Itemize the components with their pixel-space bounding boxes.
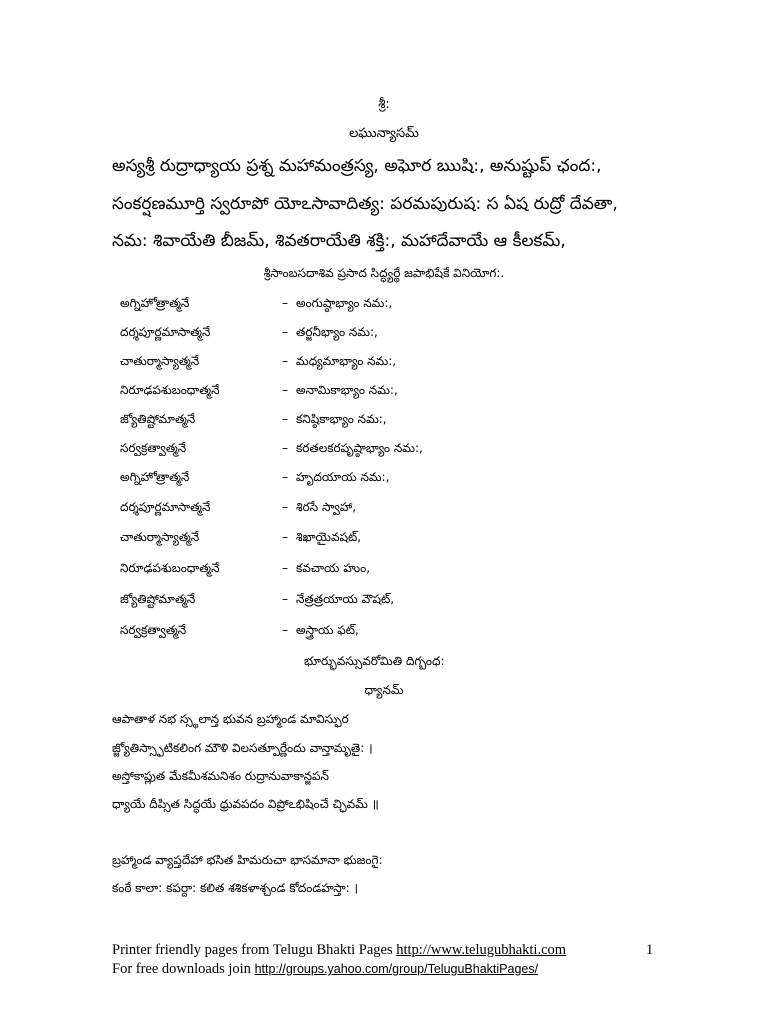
nyasa-left: అగ్నిహోత్రాత్మనే [120,470,190,484]
nyasa-left: సర్వక్రత్వాత్మనే [120,441,187,455]
telugubhakti-link[interactable]: http://www.telugubhakti.com [396,942,567,958]
nyasa-left: జ్యోతిష్టోమాత్మనే [120,592,196,606]
nyasa-right: కనిష్ఠికాభ్యాం నమ:, [296,412,387,426]
nyasa-dash: – [282,530,288,544]
nyasa-dash: – [282,470,288,484]
verse2-line-1: బ్రహ్మాండ వ్యాప్తదేహా భసిత హిమరుచా భాసమానా భుజంగై: [112,853,383,867]
nyasa-dash: – [282,383,288,397]
nyasa-dash: – [282,561,288,575]
nyasa-left: చాతుర్మాస్యాత్మనే [120,530,200,544]
nyasa-left: దర్శపూర్ణమాసాత్మనే [120,325,211,339]
nyasa-right: మధ్యమాభ్యాం నమ:, [296,354,397,368]
viniyoga-line: శ్రీసాంబసదాశివ ప్రసాద సిద్ధ్యర్థే జపాభిషేకే వినియోగ:. [263,266,505,280]
verse2-line-2: కంఠే కాలా: కపర్దా: కలిత శశికళాశ్చండ కోదండహస్తా: । [112,881,359,895]
dhyanam-line-3: అస్తోకాప్లుత మేకమీశమనిశం రుద్రానువాకాన్జపన్ [112,769,329,783]
intro-line-1: అస్యశ్రీ రుద్రాధ్యాయ ప్రశ్న మహామంత్రస్య, అఘోర ఋషి:, అనుష్టుప్ ఛంద:, [112,156,602,176]
nyasa-right: అనామికాభ్యాం నమ:, [296,383,398,397]
footer-line-1 [112,942,566,959]
page-title: లఘున్యాసమ్ [349,126,419,141]
dhyanam-line-2: జ్జ్యోతిస్స్ఫాటికలింగ మౌళి విలసత్పూర్ణేందు వాన్తామృతై: । [112,741,373,755]
nyasa-left: జ్యోతిష్టోమాత్మనే [120,412,196,426]
nyasa-row [120,530,680,554]
nyasa-row [120,561,680,585]
nyasa-row [120,354,680,378]
nyasa-right: అస్త్రాయ ఫట్, [296,623,359,637]
intro-line-3: నమ: శివాయేతి బీజమ్, శివతరాయేతి శక్తి:, మహాదేవాయే ఆ కీలకమ్, [112,231,566,251]
nyasa-right: శిఖాయైవషట్, [296,530,362,544]
dhyanam-heading: ధ్యానమ్ [364,683,404,697]
nyasa-row [120,592,680,616]
nyasa-right: నేత్రత్రయాయ వౌషట్, [296,592,395,606]
nyasa-left: సర్వక్రత్వాత్మనే [120,623,187,637]
intro-line-2: సంకర్షణమూర్తి స్వరూపో యోఽసావాదిత్య: పరమపురుష: స ఏష రుద్రో దేవతా, [112,194,618,214]
nyasa-right: అంగుష్ఠాభ్యాం నమ:, [296,296,393,310]
page-number: 1 [646,942,654,958]
nyasa-row [120,441,680,465]
footer-line-2 [112,961,538,978]
nyasa-row [120,325,680,349]
nyasa-row [120,623,680,647]
nyasa-left: నిరూఢపశుబంధాత్మనే [120,561,220,575]
dhyanam-line-1: ఆపాతాళ నభ స్స్థలాన్త భువన బ్రహ్మాండ మావిస్ఫుర [112,712,349,726]
digbandha-line: భూర్భువస్సువరోమితి దిగ్బంధ: [304,654,445,668]
yahoo-group-link[interactable]: http://groups.yahoo.com/group/TeluguBhaktiPages/ [254,962,539,976]
dhyanam-line-4: ధ్యాయే దీప్సిత సిద్ధయే ధ్రువపదం విప్రోఽభిషించే చ్ఛివమ్ ॥ [112,797,379,811]
nyasa-right: కవచాయ హుం, [296,561,371,575]
nyasa-dash: – [282,325,288,339]
nyasa-row [120,383,680,407]
nyasa-right: తర్జనీభ్యాం నమ:, [296,325,378,339]
nyasa-row [120,500,680,524]
nyasa-left: చాతుర్మాస్యాత్మనే [120,354,200,368]
nyasa-left: నిరూఢపశుబంధాత్మనే [120,383,220,397]
nyasa-dash: – [282,412,288,426]
nyasa-right: కరతలకరపృష్ఠాభ్యాం నమ:, [296,441,423,455]
nyasa-dash: – [282,623,288,637]
nyasa-right: హృదయాయ నమ:, [296,470,390,484]
nyasa-left: దర్శపూర్ణమాసాత్మనే [120,500,211,514]
nyasa-right: శిరసే స్వాహా, [296,500,357,514]
nyasa-dash: – [282,500,288,514]
nyasa-row [120,296,680,320]
footer-text-1: Printer friendly pages from Telugu Bhakti Pages [112,942,397,958]
sri-heading: శ్రీ: [378,97,390,112]
footer-text-2: For free downloads join [112,961,255,977]
nyasa-row [120,412,680,436]
nyasa-row [120,470,680,494]
nyasa-dash: – [282,441,288,455]
nyasa-left: అగ్నిహోత్రాత్మనే [120,296,190,310]
nyasa-dash: – [282,296,288,310]
nyasa-dash: – [282,592,288,606]
nyasa-dash: – [282,354,288,368]
